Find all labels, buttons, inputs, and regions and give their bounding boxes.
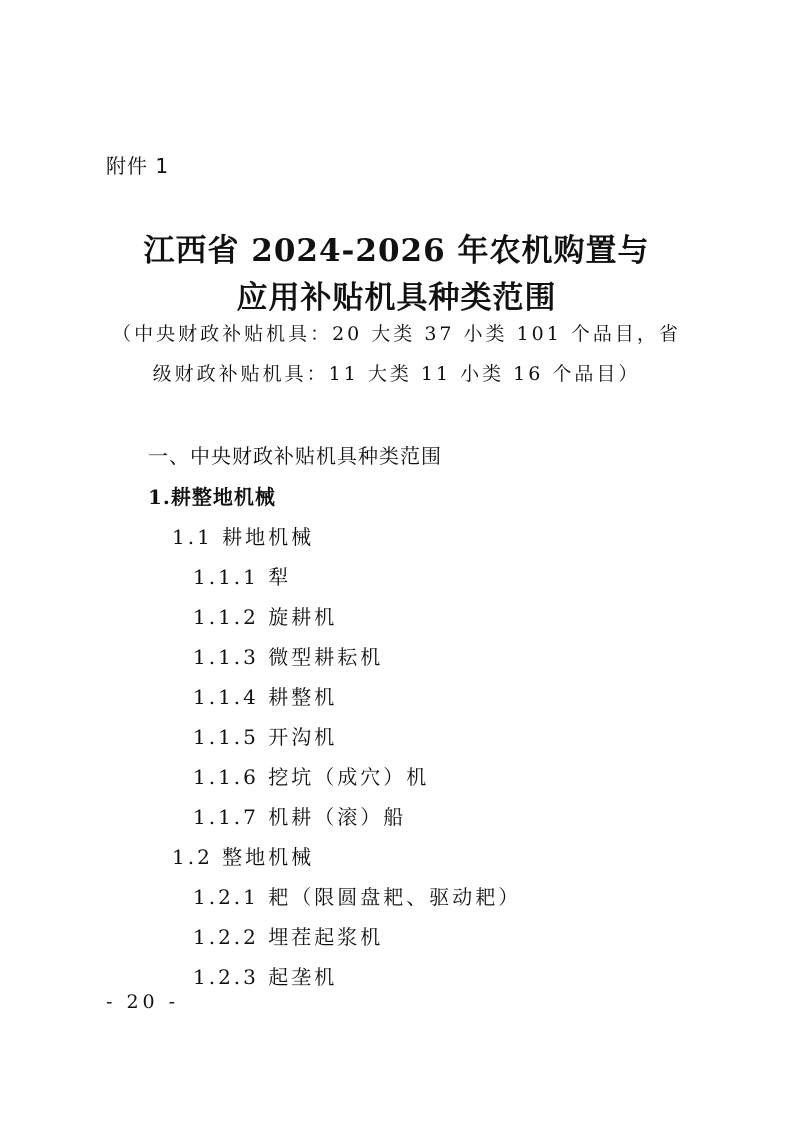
document-title-line-2: 应用补贴机具种类范围 [236, 280, 557, 316]
group-heading-tillage: 1.1 耕地机械 [172, 525, 315, 549]
group-heading-land-preparation: 1.2 整地机械 [172, 845, 315, 869]
page-number: - 20 - [106, 991, 180, 1013]
list-item: 1.1.1 犁 [193, 565, 292, 589]
list-item: 1.1.4 耕整机 [193, 685, 338, 709]
list-item: 1.2.2 埋茬起浆机 [193, 925, 384, 949]
subtitle-line-2: 级财政补贴机具：11 大类 11 小类 16 个品目） [152, 363, 641, 385]
list-item: 1.2.1 耙（限圆盘耙、驱动耙） [193, 885, 522, 909]
category-heading: 1.耕整地机械 [148, 485, 276, 509]
list-item: 1.1.7 机耕（滚）船 [193, 805, 407, 829]
attachment-label: 附件 1 [106, 154, 170, 178]
list-item: 1.1.6 挖坑（成穴）机 [193, 765, 430, 789]
list-item: 1.2.3 起垄机 [193, 965, 338, 989]
list-item: 1.1.2 旋耕机 [193, 605, 338, 629]
section-heading: 一、中央财政补贴机具种类范围 [148, 444, 442, 468]
list-item: 1.1.3 微型耕耘机 [193, 645, 384, 669]
subtitle-line-1: （中央财政补贴机具：20 大类 37 小类 101 个品目，省 [112, 323, 681, 345]
list-item: 1.1.5 开沟机 [193, 725, 338, 749]
document-title-line-1: 江西省 2024-2026 年农机购置与 [143, 233, 650, 269]
